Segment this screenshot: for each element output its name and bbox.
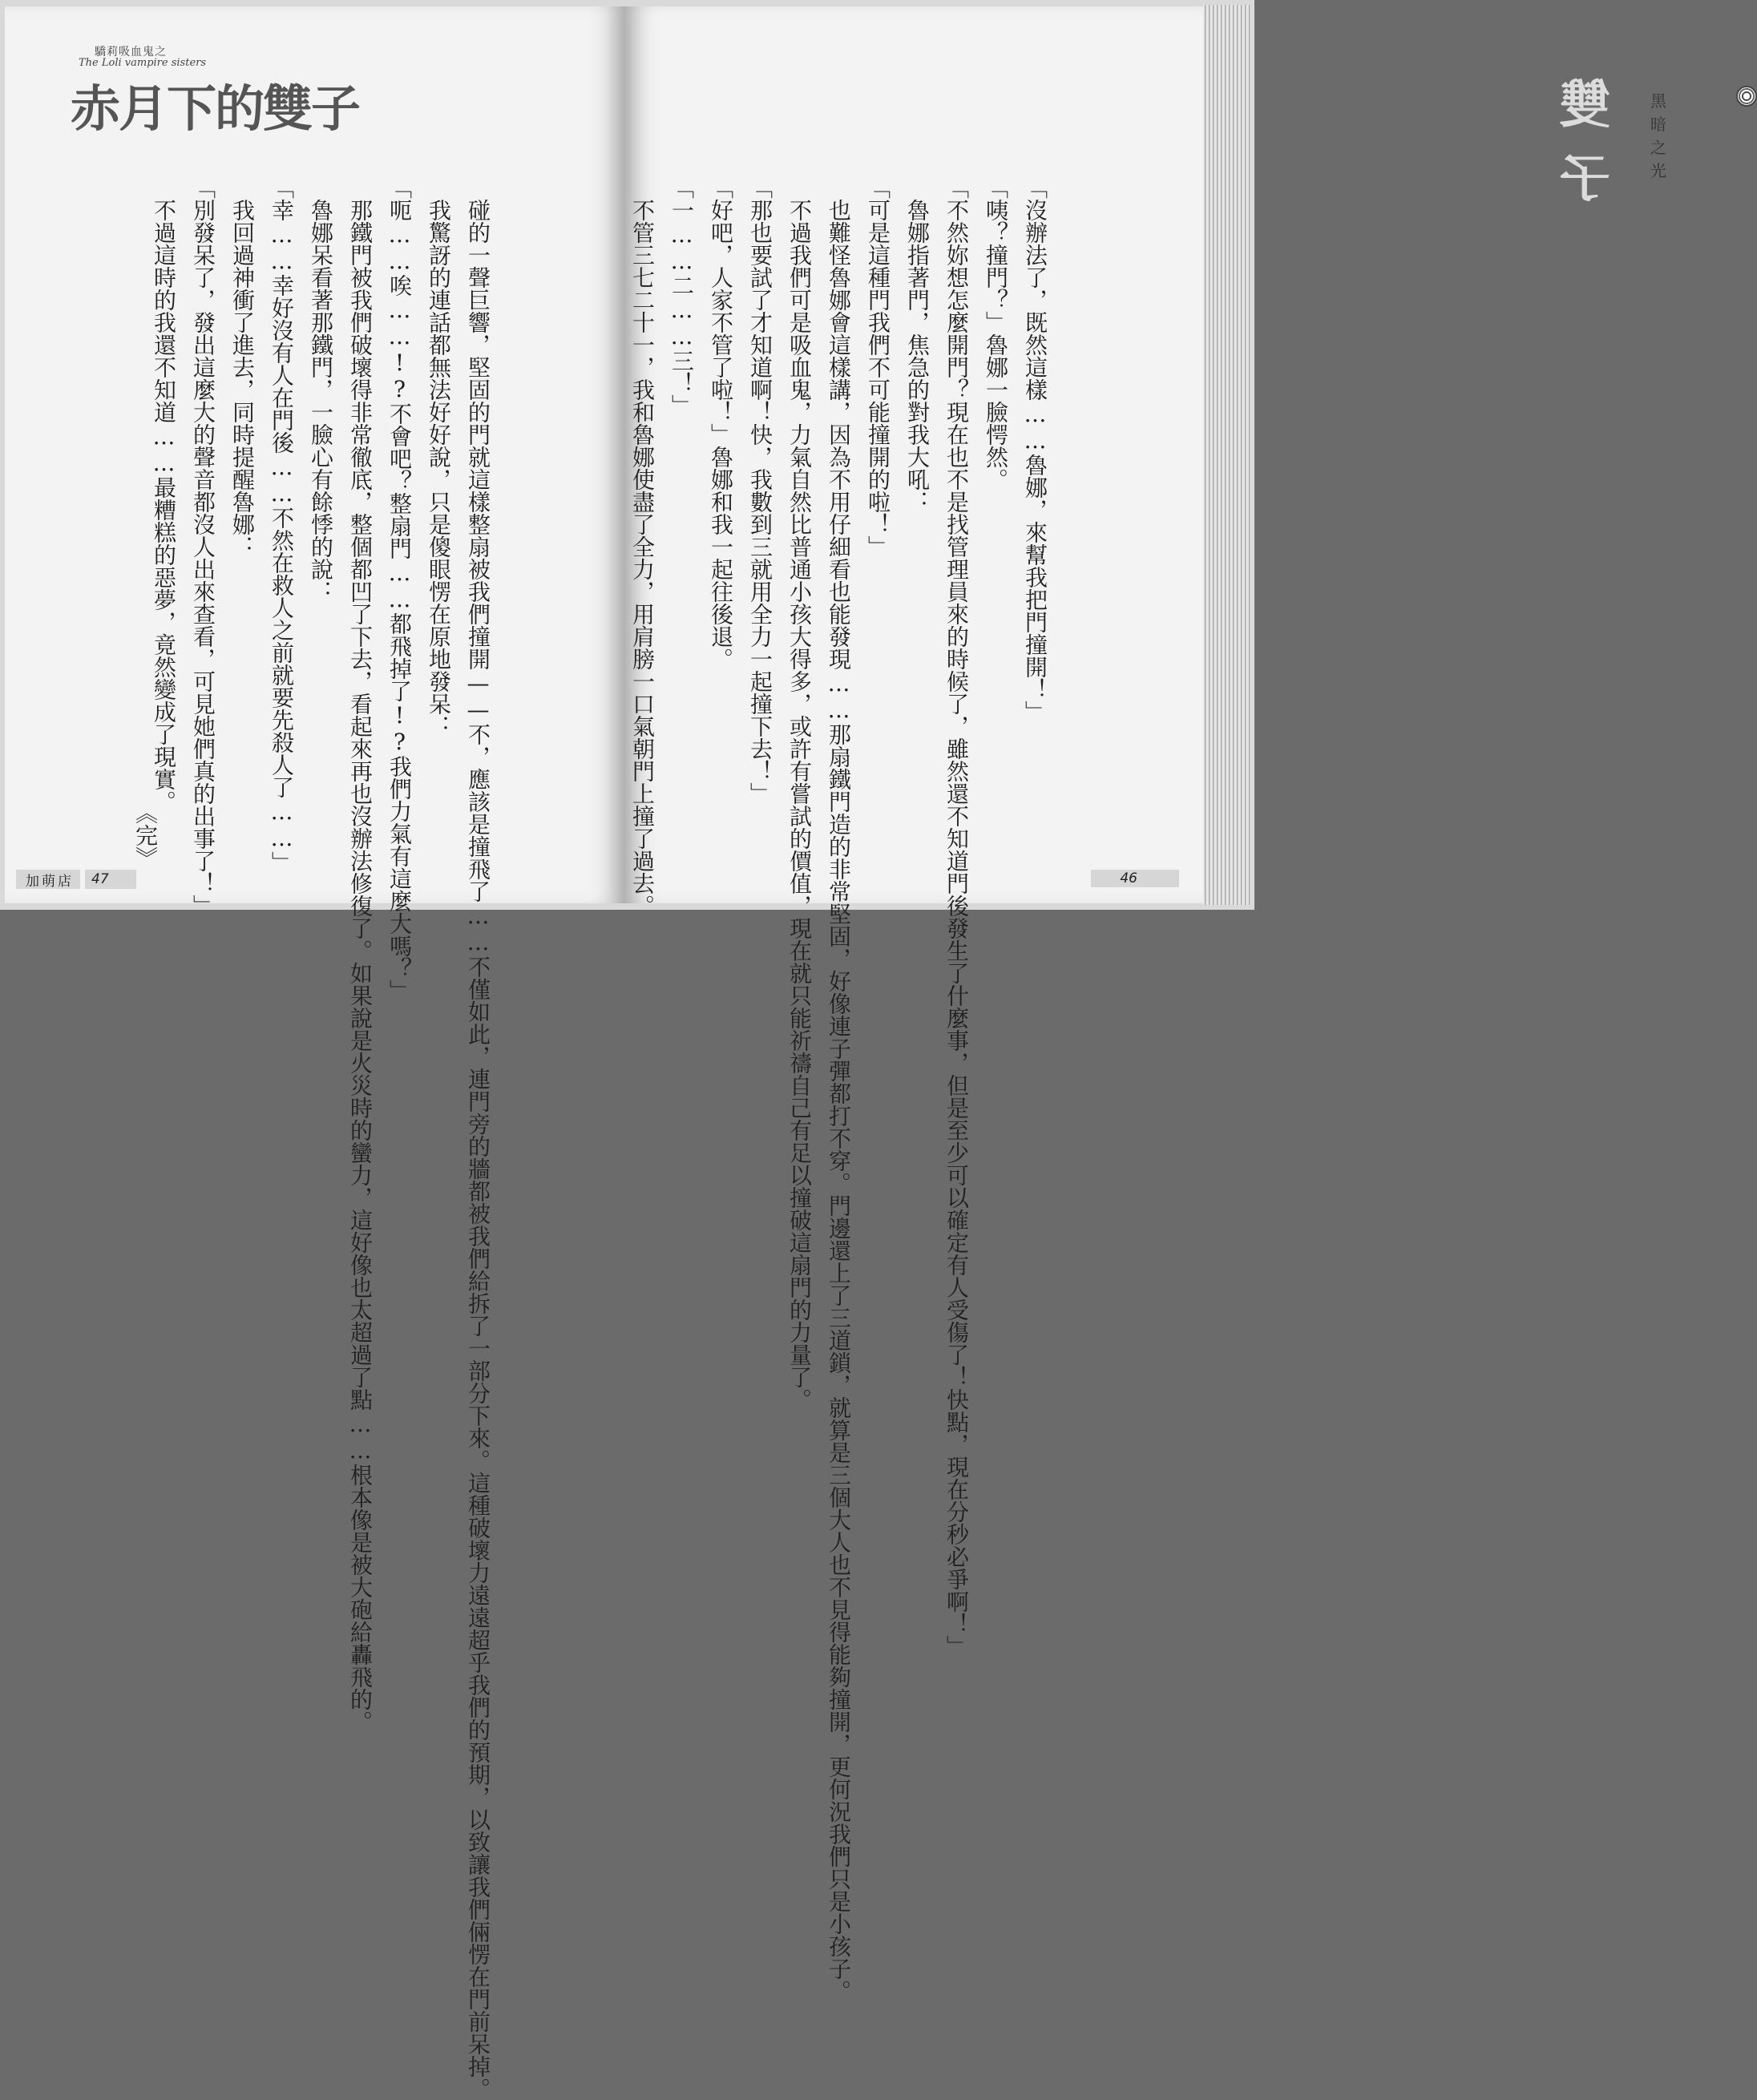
right-page [624,6,1668,2002]
paragraph: 「不然妳想怎麼開門？現在也不是找管理員來的時候了，雖然還不知道門後發生了什麼事，但是至少可以確定有人受傷了！快點，現在分秒必爭啊！」 [943,176,970,1658]
left-footer [16,870,136,889]
paragraph: 「沒辦法了，既然這樣……魯娜，來幫我把門撞開！」 [1022,176,1048,723]
paragraph: 我回過神衝了進去，同時提醒魯娜： [229,199,256,558]
show-through-title: 雙子 [1559,75,1610,209]
paragraph: 魯娜指著門，焦急的對我大吼： [904,199,931,513]
paragraph: 「一……二……三！」 [668,176,695,417]
paragraph: 我驚訝的連話都無法好好說，只是傻眼愣在原地發呆： [426,199,452,737]
page-number: 47 [91,871,109,887]
page-number: 46 [1120,870,1137,886]
paragraph: 不管三七二十一，我和魯娜使盡了全力，用肩膀一口氣朝門上撞了過去。 [629,199,656,917]
paragraph: 「好吧，人家不管了啦！」魯娜和我一起往後退。 [708,176,734,670]
right-footer [1091,870,1179,887]
paragraph: 「呃……唉……!?不會吧？整扇門……都飛掉了!?我們力氣有這麼大嗎？」 [386,176,413,1002]
series-english-title: The Loli vampire sisters [79,57,207,69]
paragraph: 魯娜呆看著那鐵門，一臉心有餘悸的說： [308,199,334,603]
series-title: 赤月下的雙子 [71,79,360,138]
left-body-text [144,176,498,2100]
paragraph: 「咦？撞門？」魯娜一臉愕然。 [983,176,1009,491]
right-body-text [623,176,1055,2002]
end-mark: 《完》 [132,802,159,869]
footer-name: 加萌店 [26,873,74,890]
chapter-emblem-icon [1736,86,1757,107]
paragraph: 不過我們可是吸血鬼，力氣自然比普通小孩大得多，或許有嘗試的價值，現在就只能祈禱自己有足以撞破這扇門的力量了。 [786,199,813,1411]
paragraph: 不過這時的我還不知道……最糟糕的惡夢，竟然變成了現實。 [151,199,177,813]
paragraph: 「那也要試了才知道啊！快，我數到三就用全力一起撞下去！」 [747,176,773,805]
page-edges [1203,5,1250,905]
paragraph: 碰的一聲巨響，堅固的門就這樣整扇被我們撞開——不，應該是撞飛了……不僅如此，連門旁的牆都被我們給拆了一部分下來。這種破壞力遠遠超乎我們的預期，以致讓我們倆愣在門前呆掉。 [465,199,491,2100]
paragraph: 「別發呆了，發出這麼大的聲音都沒人出來查看，可見她們真的出事了！」 [190,176,216,917]
chapter-title: 黑暗之光 [1650,91,1668,180]
left-page [5,6,624,2100]
paragraph: 那鐵門被我們破壞得非常徹底，整個都凹了下去，看起來再也沒辦法修復了。如果說是火災時的蠻力，這好像也太超過了點……根本像是被大砲給轟飛的。 [347,199,374,1733]
footer-divider [80,870,85,889]
paragraph: 也難怪魯娜會這樣講，因為不用仔細看也能發現……那扇鐵門造的非常堅固，好像連子彈都打不穿。門邊還上了三道鎖，就算是三個大人也不見得能夠撞開，更何況我們只是小孩子。 [826,199,852,2002]
paragraph: 「可是這種門我們不可能撞開的啦！」 [865,176,891,558]
paragraph: 「幸……幸好沒有人在門後……不然在救人之前就要先殺人了……」 [269,176,295,874]
series-subtitle: 驕莉吸血鬼之 [95,46,167,59]
